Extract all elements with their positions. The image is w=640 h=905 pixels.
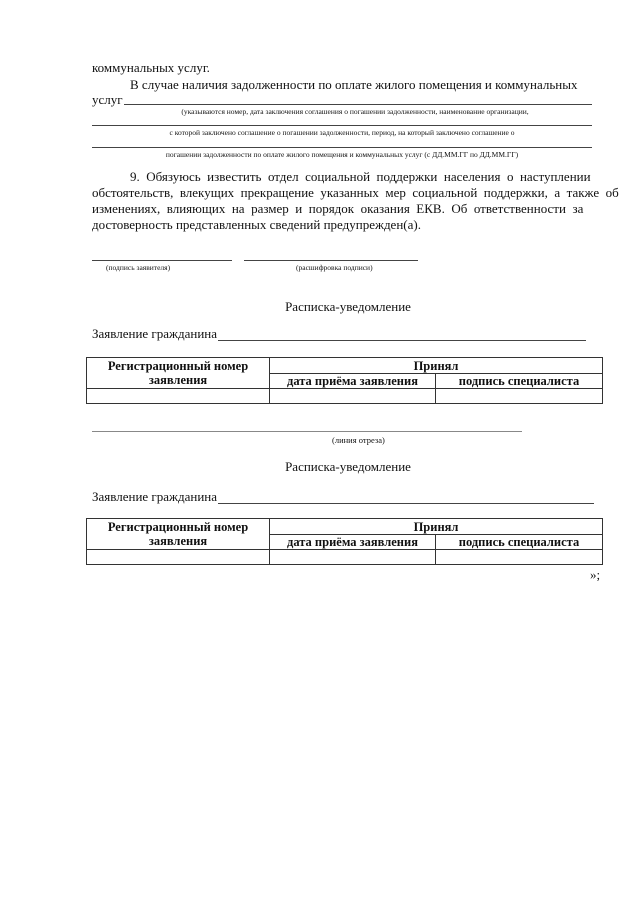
paragraph-9-line-2: обстоятельств, влекущих прекращение указанных мер социальной поддержки, а также об bbox=[92, 185, 619, 200]
debt-hint-2: с которой заключено соглашение о погашении задолженности, период, на который заключено соглашение о bbox=[169, 128, 515, 137]
paragraph-9-line-4: достоверность представленных сведений предупрежден(а). bbox=[92, 217, 421, 232]
receipt-1-table bbox=[86, 357, 603, 404]
debt-paragraph: В случае наличия задолженности по оплате жилого помещения и коммунальных bbox=[130, 77, 578, 92]
receipt-1-statement-line[interactable] bbox=[218, 340, 586, 341]
receipt-2-cell-reg[interactable] bbox=[87, 550, 270, 565]
receipt-2-col-date: дата приёма заявления bbox=[270, 535, 436, 550]
receipt-1-col-reg: Регистрационный номер заявления bbox=[87, 358, 270, 389]
signature-hint: (подпись заявителя) bbox=[106, 263, 171, 272]
receipt-2-table bbox=[86, 518, 603, 565]
receipt-1-statement-label: Заявление гражданина bbox=[92, 326, 218, 341]
paragraph-9-line-1: 9. Обязуюсь известить отдел социальной поддержки населения о наступлении bbox=[130, 169, 591, 184]
receipt-1-col-accepted: Принял bbox=[270, 358, 603, 374]
receipt-1-title: Расписка-уведомление bbox=[285, 299, 411, 314]
debt-hint-3: погашении задолженности по оплате жилого помещения и коммунальных услуг (с ДД.ММ.ГГ по ДД.ММ.ГГ) bbox=[165, 150, 519, 159]
debt-field-line-3[interactable] bbox=[92, 147, 592, 148]
receipt-1-cell-sign[interactable] bbox=[436, 389, 603, 404]
receipt-2-col-sign: подпись специалиста bbox=[436, 535, 603, 550]
signature-decode-line[interactable] bbox=[244, 260, 418, 261]
receipt-2-statement-line[interactable] bbox=[218, 503, 594, 504]
cut-line-label: (линия отреза) bbox=[332, 435, 385, 445]
debt-field-line-1[interactable] bbox=[124, 104, 592, 105]
text-line-utilities: коммунальных услуг. bbox=[92, 60, 210, 75]
debt-hint-1: (указываются номер, дата заключения соглашения о погашении задолженности, наименование организации, bbox=[181, 107, 529, 116]
receipt-2-statement-label: Заявление гражданина bbox=[92, 489, 218, 504]
receipt-1-col-sign: подпись специалиста bbox=[436, 374, 603, 389]
receipt-1-col-date: дата приёма заявления bbox=[270, 374, 436, 389]
paragraph-9 bbox=[92, 169, 619, 233]
receipt-2-col-reg: Регистрационный номер заявления bbox=[87, 519, 270, 550]
signature-decode-hint: (расшифровка подписи) bbox=[296, 263, 373, 272]
receipt-2-cell-date[interactable] bbox=[270, 550, 436, 565]
signature-line[interactable] bbox=[92, 260, 232, 261]
receipt-2-title: Расписка-уведомление bbox=[285, 459, 411, 474]
paragraph-9-line-3: изменениях, влияющих на размер и порядок оказания ЕКВ. Об ответственности за bbox=[92, 201, 584, 216]
receipt-2-col-accepted: Принял bbox=[270, 519, 603, 535]
end-mark: »; bbox=[590, 567, 601, 582]
receipt-1-cell-reg[interactable] bbox=[87, 389, 270, 404]
debt-label: услуг bbox=[92, 92, 123, 107]
cut-line bbox=[92, 431, 522, 432]
receipt-1-cell-date[interactable] bbox=[270, 389, 436, 404]
receipt-2-cell-sign[interactable] bbox=[436, 550, 603, 565]
debt-field-line-2[interactable] bbox=[92, 125, 592, 126]
